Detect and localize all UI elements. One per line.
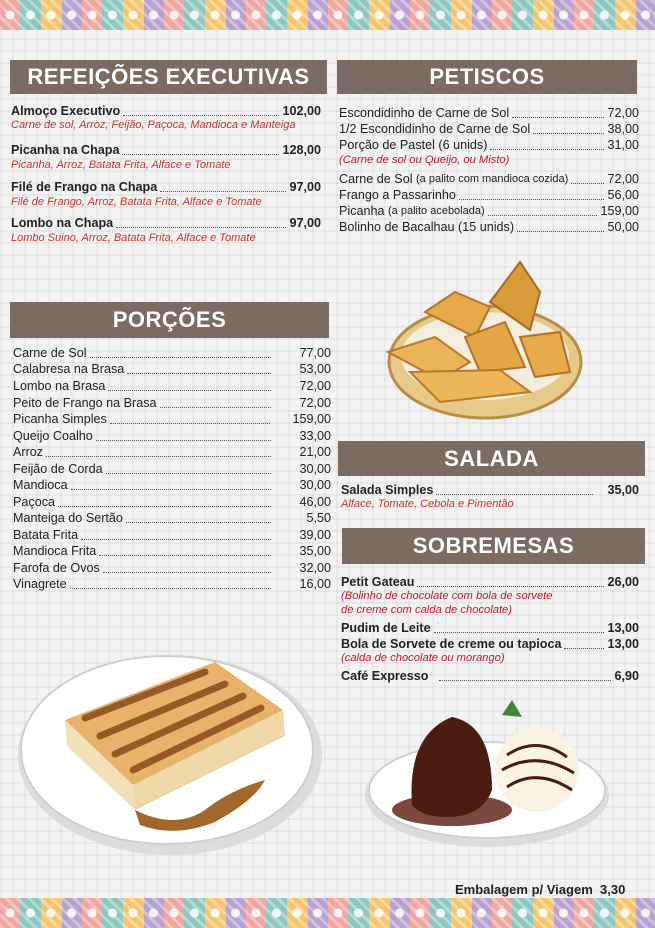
menu-item: Frango a Passarinho 56,00 xyxy=(339,188,639,202)
bottom-tile-border xyxy=(0,898,655,928)
salada-title: SALADA xyxy=(444,445,539,471)
menu-item: Escondidinho de Carne de Sol 72,00 xyxy=(339,106,639,120)
item-note: (Bolinho de chocolate com bola de sorvete xyxy=(341,590,553,602)
menu-item: 1/2 Escondidinho de Carne de Sol 38,00 xyxy=(339,122,639,136)
refeicoes-title: REFEIÇÕES EXECUTIVAS xyxy=(27,64,310,89)
item-note: (calda de chocolate ou morango) xyxy=(341,652,505,664)
item-description: Picanha, Arroz, Batata Frita, Alface e Tomate xyxy=(11,159,231,171)
list-item: Farofa de Ovos 32,00 xyxy=(13,561,331,575)
menu-item: Filé de Frango na Chapa 97,00 xyxy=(11,180,321,194)
embalagem-label: Embalagem p/ Viagem xyxy=(455,882,593,897)
menu-item: Picanha (a palito acebolada) 159,00 xyxy=(339,204,639,218)
list-item: Calabresa na Brasa 53,00 xyxy=(13,362,331,376)
list-item: Vinagrete 16,00 xyxy=(13,577,331,591)
list-item: Carne de Sol 77,00 xyxy=(13,346,331,360)
list-item: Lombo na Brasa 72,00 xyxy=(13,379,331,393)
menu-item: Pudim de Leite 13,00 xyxy=(341,621,639,635)
item-note: (Carne de sol ou Queijo, ou Misto) xyxy=(339,154,510,166)
menu-item: Bola de Sorvete de creme ou tapioca 13,00 xyxy=(341,637,639,651)
menu-item: Almoço Executivo 102,00 xyxy=(11,104,321,118)
sobremesas-header xyxy=(342,528,645,564)
menu-item: Bolinho de Bacalhau (15 unids) 50,00 xyxy=(339,220,639,234)
menu-item: Petit Gateau 26,00 xyxy=(341,575,639,589)
salada-header xyxy=(338,441,645,476)
refeicoes-header xyxy=(10,60,327,94)
sobremesas-title: SOBREMESAS xyxy=(412,533,575,558)
menu-item: Lombo na Chapa 97,00 xyxy=(11,216,321,230)
list-item: Feijão de Corda 30,00 xyxy=(13,462,331,476)
list-item: Paçoca 46,00 xyxy=(13,495,331,509)
item-description: Alface, Tomate, Cebola e Pimentão xyxy=(341,498,514,510)
porcoes-title: PORÇÕES xyxy=(112,307,227,332)
list-item: Mandioca Frita 35,00 xyxy=(13,544,331,558)
menu-item: Picanha na Chapa 128,00 xyxy=(11,143,321,157)
list-item: Batata Frita 39,00 xyxy=(13,528,331,542)
embalagem-line xyxy=(455,882,639,897)
embalagem-price: 3,30 xyxy=(600,882,626,897)
top-tile-border xyxy=(0,0,655,30)
petiscos-header xyxy=(337,60,637,94)
list-item: Peito de Frango na Brasa 72,00 xyxy=(13,396,331,410)
menu-item: Salada Simples 35,00 xyxy=(341,483,639,497)
item-description: Carne de sol, Arroz, Feijão, Paçoca, Mandioca e Manteiga xyxy=(11,119,296,131)
item-description: Lombo Suino, Arroz, Batata Frita, Alface e Tomate xyxy=(11,232,256,244)
pastel-photo xyxy=(380,252,590,427)
menu-item: Carne de Sol (a palito com mandioca cozida) 72,00 xyxy=(339,172,639,186)
petiscos-title: PETISCOS xyxy=(429,64,545,89)
petit-gateau-photo xyxy=(362,695,612,855)
queijo-coalho-photo xyxy=(15,640,325,865)
item-description: Filé de Frango, Arroz, Batata Frita, Alface e Tomate xyxy=(11,196,262,208)
menu-item: Café Expresso 6,90 xyxy=(341,669,639,683)
list-item: Picanha Simples 159,00 xyxy=(13,412,331,426)
item-note: de creme com calda de chocolate) xyxy=(341,604,513,616)
list-item: Mandioca 30,00 xyxy=(13,478,331,492)
porcoes-header xyxy=(10,302,329,338)
list-item: Queijo Coalho 33,00 xyxy=(13,429,331,443)
list-item: Manteiga do Sertão 5,50 xyxy=(13,511,331,525)
list-item: Arroz 21,00 xyxy=(13,445,331,459)
menu-item: Porção de Pastel (6 unids) 31,00 xyxy=(339,138,639,152)
